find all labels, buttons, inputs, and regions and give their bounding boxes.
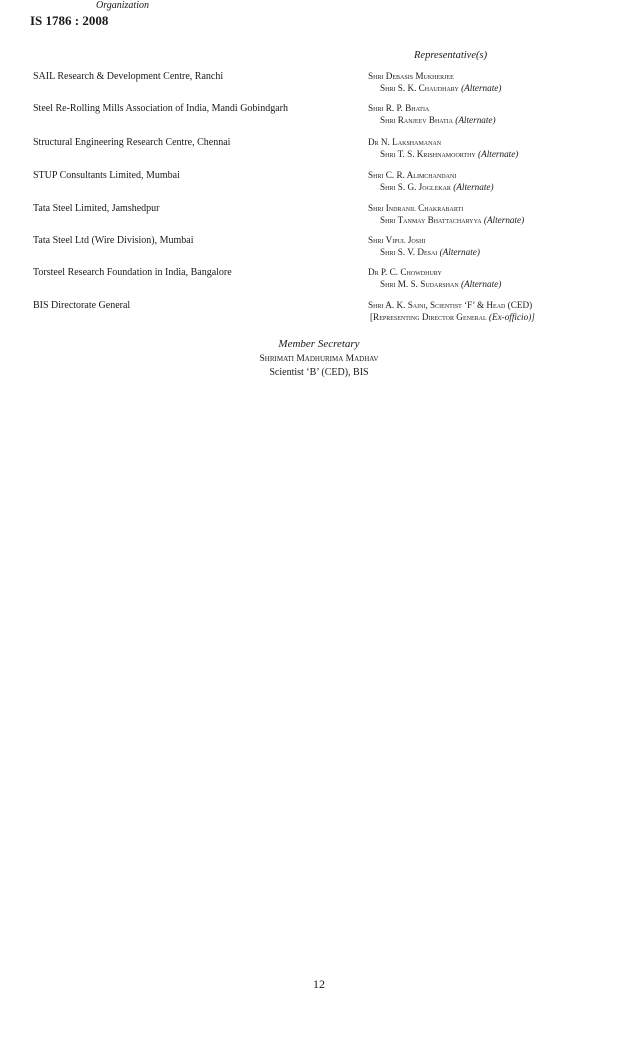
organization-name: Torsteel Research Foundation in India, Bangalore [33, 267, 232, 278]
alternate-representative [380, 149, 518, 159]
document-header: IS 1786 : 2008 [30, 13, 109, 28]
alternate-note: (Ex-officio)] [488, 312, 535, 322]
alternate-note: (Alternate) [439, 247, 480, 257]
alternate-representative [380, 279, 501, 289]
alternate-name: Shri S. V. Desai [380, 247, 438, 257]
alternate-name: Shri T. S. Krishnamoorthy [380, 149, 476, 159]
member-secretary-title: Member Secretary [278, 338, 360, 350]
organization-name: SAIL Research & Development Centre, Ranchi [33, 71, 224, 82]
alternate-representative [380, 115, 496, 125]
alternate-note: (Alternate) [483, 215, 525, 225]
principal-representative: Dr N. Lakshamanan [368, 137, 442, 147]
alternate-name: Shri S. G. Joglekar [380, 182, 451, 192]
alternate-note: (Alternate) [460, 279, 502, 289]
alternate-note: (Alternate) [461, 83, 502, 93]
alternate-representative [370, 312, 535, 322]
principal-representative: Dr P. C. Chowdhury [368, 267, 442, 277]
alternate-name: Shri M. S. Sudarshan [380, 279, 459, 289]
principal-representative: Shri A. K. Saini, Scientist ‘F’ & Head (CED) [368, 300, 533, 310]
alternate-representative [380, 182, 494, 192]
organization-column-heading: Organization [96, 0, 149, 11]
alternate-note: (Alternate) [453, 182, 494, 192]
organization-name: STUP Consultants Limited, Mumbai [33, 170, 180, 181]
member-secretary-name: Shrimati Madhurima Madhav [259, 354, 379, 364]
alternate-note: (Alternate) [455, 115, 496, 125]
page-number: 12 [313, 977, 325, 991]
alternate-note: (Alternate) [478, 149, 519, 159]
organization-name: BIS Directorate General [33, 300, 131, 311]
principal-representative: Shri Indranil Chakrabarti [368, 203, 464, 213]
alternate-name: [Representing Director General [370, 312, 487, 322]
organization-name: Structural Engineering Research Centre, Chennai [33, 137, 231, 148]
organization-name: Tata Steel Ltd (Wire Division), Mumbai [33, 235, 194, 246]
alternate-representative [380, 215, 524, 225]
alternate-representative [380, 247, 480, 257]
principal-representative: Shri Debasis Mukherjee [368, 71, 454, 81]
member-secretary-role: Scientist ‘B’ (CED), BIS [269, 367, 369, 378]
alternate-name: Shri Ranjeev Bhatia [380, 115, 453, 125]
principal-representative: Shri R. P. Bhatia [368, 103, 430, 113]
alternate-name: Shri S. K. Chaudhary [380, 83, 459, 93]
alternate-name: Shri Tanmay Bhattacharyya [380, 215, 482, 225]
principal-representative: Shri C. R. Alimchandani [368, 170, 457, 180]
principal-representative: Shri Vipul Joshi [368, 235, 426, 245]
representative-column-heading: Representative(s) [414, 50, 488, 61]
organization-name: Tata Steel Limited, Jamshedpur [33, 203, 160, 214]
organization-name: Steel Re-Rolling Mills Association of India, Mandi Gobindgarh [33, 103, 288, 114]
alternate-representative [380, 83, 501, 93]
